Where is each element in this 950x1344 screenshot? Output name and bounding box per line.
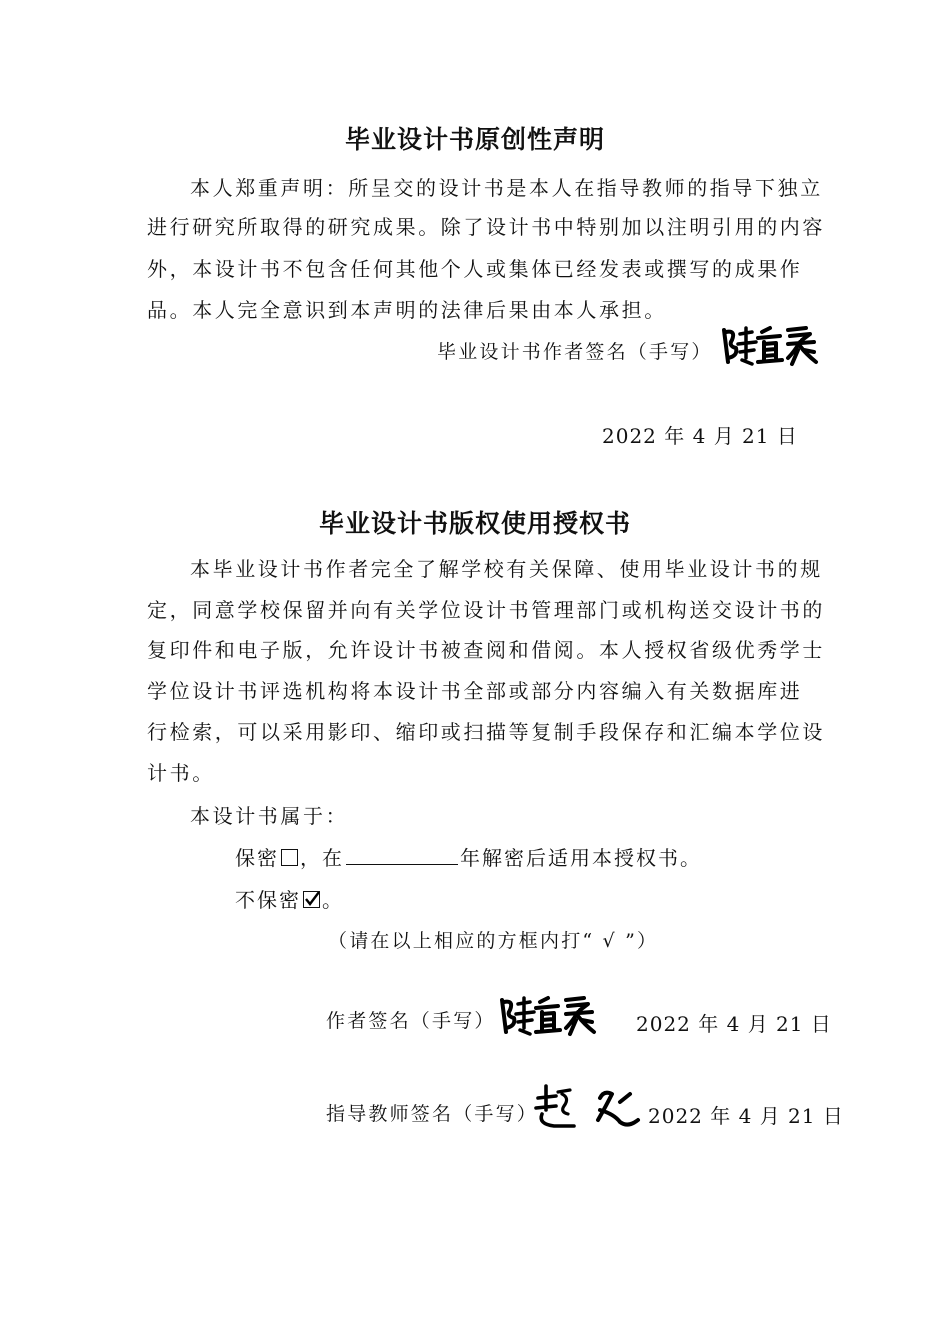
originality-date: 2022 年 4 月 21 日 [602,424,798,448]
authorization-line-3: 复印件和电子版，允许设计书被查阅和借阅。本人授权省级优秀学士 [147,638,825,662]
option-public-suffix: 。 [322,888,344,912]
author-signature-image [718,322,822,370]
authorization-line-4: 学位设计书评选机构将本设计书全部或部分内容编入有关数据库进 [147,679,803,703]
confidential-checkbox[interactable] [281,849,298,866]
author-signature-image-2 [496,992,600,1040]
declassify-year-blank[interactable] [346,846,458,865]
option-confidential-suffix: 年解密后适用本授权书。 [460,846,702,870]
authorization-line-1: 本毕业设计书作者完全了解学校有关保障、使用毕业设计书的规 [190,557,823,581]
instruction-text: （请在以上相应的方框内打“ √ ”） [328,930,659,952]
advisor-signature-image [534,1080,652,1132]
originality-signature-label: 毕业设计书作者签名（手写） [437,341,713,363]
public-checkbox[interactable] [303,891,320,908]
advisor-signature-label: 指导教师签名（手写） [326,1103,539,1125]
author-date: 2022 年 4 月 21 日 [636,1012,832,1036]
option-confidential-prefix: 保密 [235,846,279,870]
check-mark-icon [304,892,319,907]
originality-title: 毕业设计书原创性声明 [344,125,605,154]
option-confidential [235,842,702,871]
option-public [235,884,344,913]
originality-line-4: 品。本人完全意识到本声明的法律后果由本人承担。 [147,298,667,322]
authorization-line-5: 行检索，可以采用影印、缩印或扫描等复制手段保存和汇编本学位设 [147,720,825,744]
authorization-line-6: 计书。 [147,761,215,785]
authorization-title: 毕业设计书版权使用授权书 [318,509,631,538]
originality-line-1: 本人郑重声明：所呈交的设计书是本人在指导教师的指导下独立 [190,176,823,200]
originality-line-3: 外，本设计书不包含任何其他个人或集体已经发表或撰写的成果作 [147,257,803,281]
originality-line-2: 进行研究所取得的研究成果。除了设计书中特别加以注明引用的内容 [147,215,825,239]
option-confidential-mid: ，在 [300,846,344,870]
advisor-date: 2022 年 4 月 21 日 [648,1104,844,1128]
author-signature-label: 作者签名（手写） [326,1010,496,1032]
authorization-line-2: 定，同意学校保留并向有关学位设计书管理部门或机构送交设计书的 [147,598,825,622]
option-public-prefix: 不保密 [235,888,301,912]
belongs-label: 本设计书属于： [190,804,349,828]
